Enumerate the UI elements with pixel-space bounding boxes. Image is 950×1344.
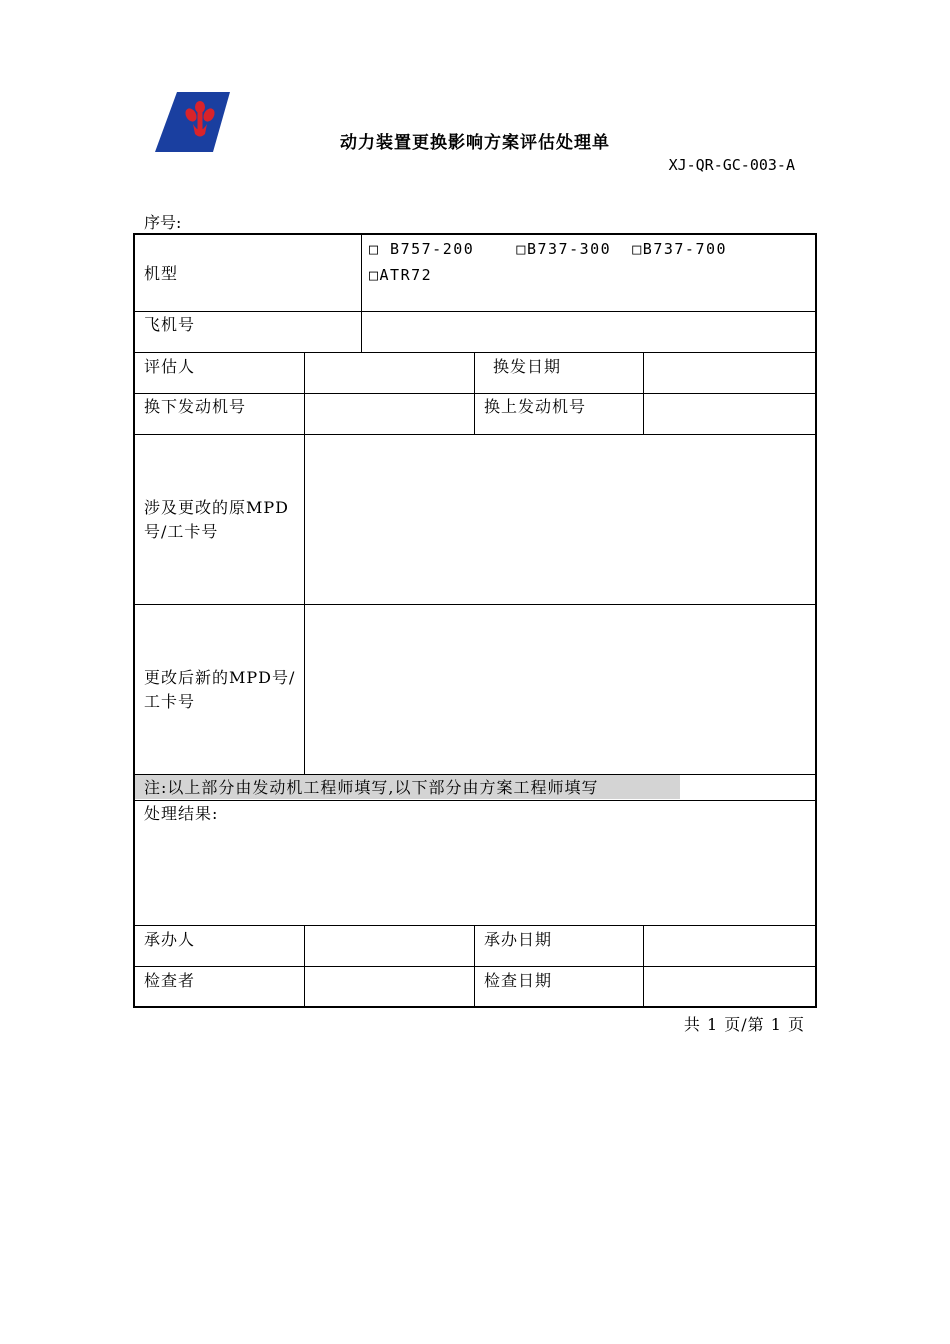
change-date-label: 换发日期	[493, 357, 562, 376]
page-info: 共 1 页/第 1 页	[683, 1015, 805, 1034]
note-text: 注:以上部分由发动机工程师填写,以下部分由方案工程师填写	[144, 778, 599, 797]
new-mpd-field[interactable]	[305, 605, 815, 774]
installed-engine-field[interactable]	[644, 394, 815, 434]
checker-label: 检查者	[144, 971, 196, 990]
orig-mpd-field[interactable]	[305, 435, 815, 604]
document-number: XJ-QR-GC-003-A	[668, 156, 795, 174]
handler-label: 承办人	[144, 930, 196, 949]
check-date-field[interactable]	[644, 967, 815, 1006]
removed-engine-label: 换下发动机号	[144, 397, 247, 416]
form-title: 动力装置更换影响方案评估处理单	[340, 133, 610, 153]
result-field[interactable]	[135, 825, 815, 925]
result-label: 处理结果:	[144, 804, 219, 823]
new-mpd-label: 更改后新的MPD号/工卡号	[144, 668, 296, 711]
model-label: 机型	[144, 264, 179, 283]
handle-date-field[interactable]	[644, 926, 815, 966]
model-options-line1[interactable]: □ B757-200 □B737-300 □B737-700	[369, 240, 728, 258]
checker-field[interactable]	[305, 967, 474, 1006]
evaluation-form	[133, 233, 817, 1008]
change-date-field[interactable]	[644, 353, 815, 393]
orig-mpd-label: 涉及更改的原MPD号/工卡号	[144, 498, 289, 541]
removed-engine-field[interactable]	[305, 394, 474, 434]
installed-engine-label: 换上发动机号	[484, 397, 587, 416]
model-options-line2[interactable]: □ATR72	[369, 266, 433, 284]
aircraft-no-label: 飞机号	[144, 315, 196, 334]
evaluator-field[interactable]	[305, 353, 474, 393]
aircraft-no-field[interactable]	[362, 312, 815, 352]
handle-date-label: 承办日期	[484, 930, 553, 949]
sequence-label: 序号:	[144, 213, 182, 232]
evaluator-label: 评估人	[144, 357, 196, 376]
handler-field[interactable]	[305, 926, 474, 966]
check-date-label: 检查日期	[484, 971, 553, 990]
